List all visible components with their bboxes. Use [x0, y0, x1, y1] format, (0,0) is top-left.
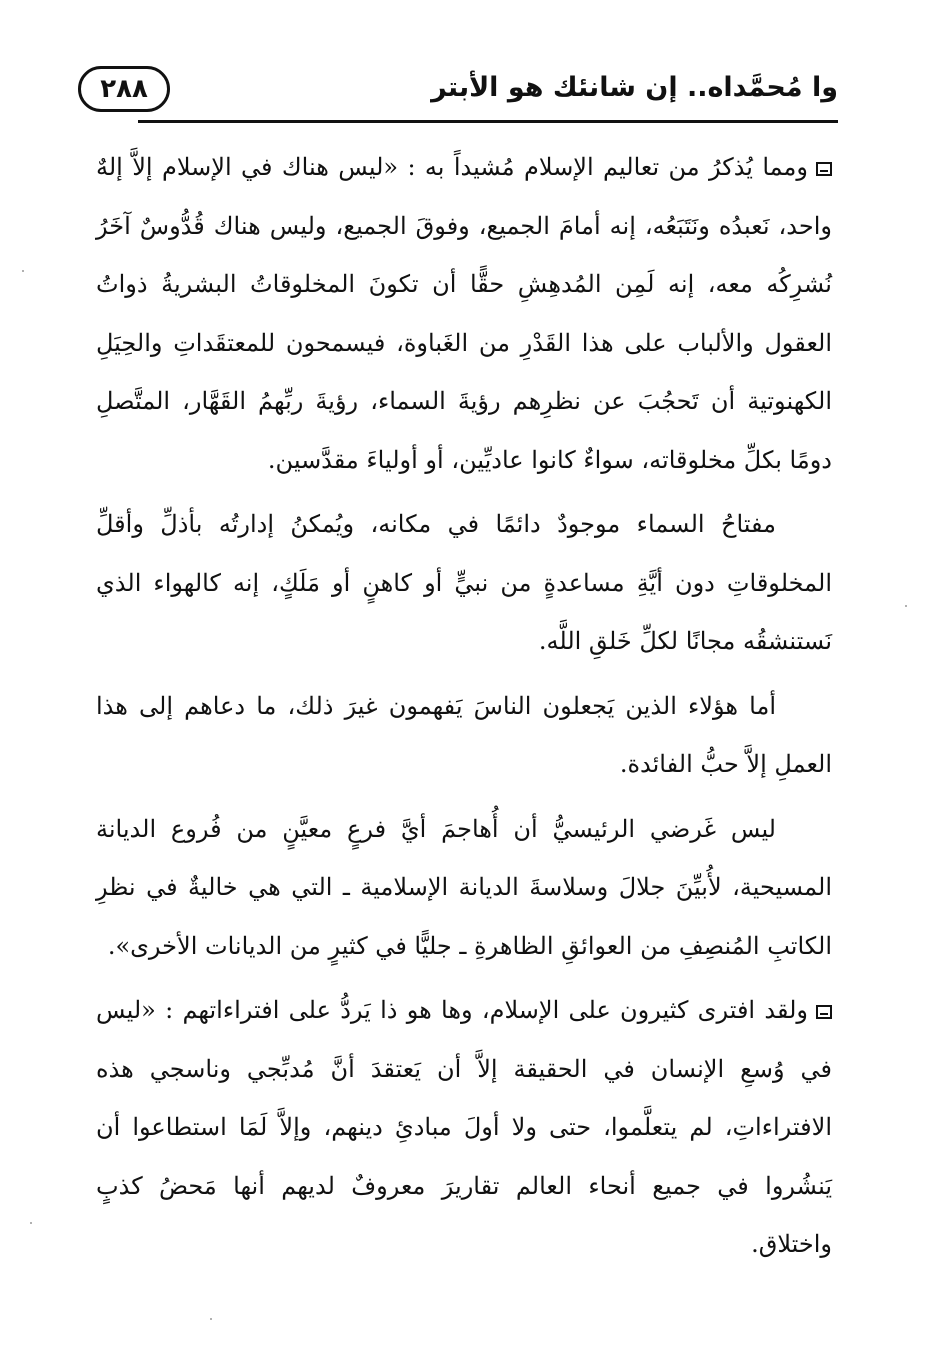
paragraph-1 [96, 138, 832, 489]
paragraph-text: ومما يُذكرُ من تعاليم الإسلام مُشيداً به : «ليس هناك في الإسلام إلاَّ إلهٌ واحد، نَعبدُه ونَتَبَعُه، إنه أمامَ الجميع، وفوقَ الجميع، وليس هناك قُدُّوسٌ آخَرُ نُشرِكُه معه، إنه لَمِن المُدهِشِ حقًّا أن تكونَ المخلوقاتُ البشريةُ ذواتُ العقول والألباب على هذا القَدْرِ من الغَباوة، فيسمحون للمعتقَداتِ والحِيَلِ الكهنوتية أن تَحجُبَ عن نظرِهم رؤيةَ السماء، رؤيةَ ربِّهمُ القَهَّار، المتَّصلِ دومًا بكلِّ مخلوقاته، سواءٌ كانوا عاديِّين، أو أولياءَ مقدَّسين. [96, 153, 832, 474]
scan-speck [22, 270, 24, 272]
page-header [78, 58, 838, 128]
header-rule [138, 120, 838, 123]
paragraph-2 [96, 495, 832, 671]
scan-speck [210, 1318, 212, 1320]
page-number: ٢٨٨ [78, 66, 170, 112]
paragraph-text: ولقد افترى كثيرون على الإسلام، وها هو ذا يَردُّ على افتراءاتهم : «ليس في وُسعِ الإنسان في الحقيقة إلاَّ أن يَعتقدَ أنَّ مُدبِّجي وناسجي هذه الافتراءاتِ، لم يتعلَّموا، حتى ولا أولَ مبادئِ دينهم، وإلاَّ لَمَا استطاعوا أن يَنشُروا في جميع أنحاء العالم تقاريرَ معروفٌ لديهم أنها مَحضُ كذبٍ واختلاق. [96, 996, 832, 1258]
square-bullet-icon [816, 162, 832, 176]
paragraph-text: أما هؤلاء الذين يَجعلون الناسَ يَفهمون غيرَ ذلك، ما دعاهم إلى هذا العملِ إلاَّ حبُّ الفائدة. [96, 691, 832, 778]
paragraph-3 [96, 677, 832, 794]
paragraph-5 [96, 981, 832, 1274]
paragraph-4 [96, 800, 832, 976]
scan-speck [905, 605, 907, 607]
running-title: وا مُحمَّداه.. إن شانئك هو الأبتر [431, 72, 838, 103]
scan-speck [30, 1222, 32, 1224]
paragraph-text: ليس غَرضي الرئيسيُّ أن أُهاجمَ أيَّ فرعٍ معيَّنٍ من فُروع الديانة المسيحية، لأُبيِّنَ جلالَ وسلاسةَ الديانة الإسلامية ـ التي هي خاليةٌ في نظرِ الكاتبِ المُنصِفِ من العوائقِ الظاهرةِ ـ جليًّا في كثيرٍ من الديانات الأخرى». [96, 814, 832, 960]
square-bullet-icon [816, 1005, 832, 1019]
body-text [96, 138, 832, 1280]
paragraph-text: مفتاحُ السماء موجودٌ دائمًا في مكانه، ويُمكنُ إدارتُه بأذلِّ وأقلِّ المخلوقاتِ دون أيَّةِ مساعدةٍ من نبيٍّ أو كاهنٍ أو مَلَكٍ، إنه كالهواء الذي نَستنشقُه مجانًا لكلِّ خَلقِ اللَّه. [96, 510, 832, 655]
